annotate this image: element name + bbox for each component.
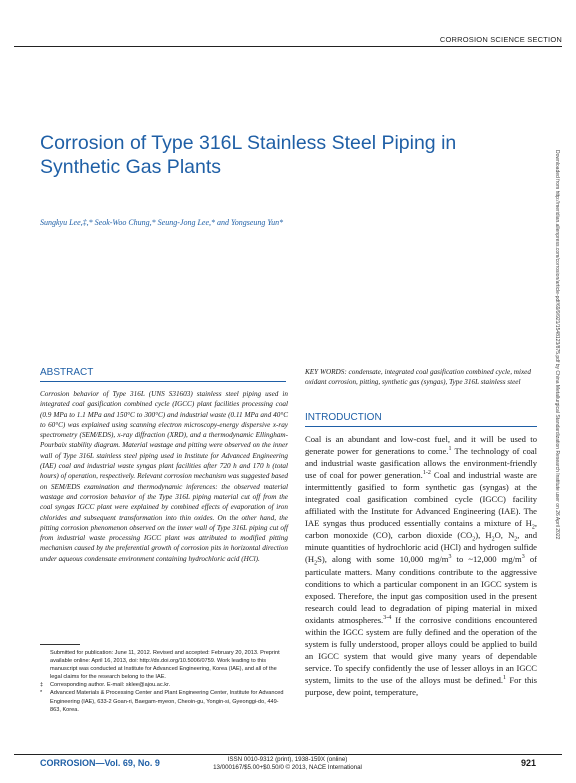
footnote-affiliation: * Advanced Materials & Processing Center and Plant Engineering Center, Institute for Advanced Engineering (IAE), 633-2 Goan-ri, Baegam-myeon, Cheoin-gu, Yongin-si, Gyeonggi-do, 449-863, Korea. [40, 690, 284, 713]
introduction-rule [305, 426, 537, 427]
top-rule [14, 46, 562, 47]
introduction-text: Coal is an abundant and low-cost fuel, and it will be used to generate power for generations to come.$^1$ The technology of coal and industrial waste gasification allows the environment-friendly use of coal for power generation.$^{1-2}$ Coal and industrial waste are intermittently gasified to form synthetic gas (syngas) at the integrated coal gasification combined cycle (IGCC) facility affiliated with the Institute for Advanced Engineering (IAE). The IAE syngas thus produced essentially contains a mixture of $H_2$, carbon monoxide (CO), carbon dioxide $(CO_2)$, $H_2O$, $N_2$, and minute quantities of hydrochloric acid (HCl) and hydrogen sulfide $(H_2S)$, along with some 10,000 $mg/m^3$ to ~12,000 $mg/m^3$ of particulate matters. Many conditions contribute to the aggressive conditions to which a particular component in an IGCC system is exposed. Therefore, the input gas composition used in the present research could lead to degradation of piping material in mixed oxidants atmospheres.$^{3-4}$ If the corrosive conditions encountered within the IGCC system are fully defined and the operation of the system is fully understood, proper alloys could be applied to build an IGCC system that would give many years of dependable service. To specify confidently the use of lesser alloys in an IGCC system, limits to the use of the alloys must be defined.$^1$ For this purpose, dew point, temperature, [305, 434, 538, 697]
introduction-heading: INTRODUCTION [305, 412, 382, 423]
abstract-text: Corrosion behavior of Type 316L (UNS S31603) stainless steel piping used in integrated coal gasification combined cycle (IGCC) plant facilities processing coal (0.9 MPa to 1.1 MPa and 150°C to 300°C) and industrial waste (0.11 MPa and 40°C to 60°C) was explained using scanning electron microscopy-energy dispersive x-ray spectrometry (SEM/EDS), x-ray diffraction (XRD), and a thermodynamic Ellingham-Pourbaix stability diagram. Material wastage and pitting were observed on the inner wall of Type 316L stainless steel piping used in Institute for Advanced Engineering (IAE) coal and industrial waste syngas plant facilities after 720 h and 170 h (total hours) of operation, respectively. Relevant corrosion mechanism was suggested based on SEM/EDS examination and thermodynamic inferences: the observed material wastage and corrosion behavior of the Type 316L piping material cut off from the coal syngas IGCC plant were explained by combined effects of evaporation of iron chlorides and subsequent transformation into thin oxides. On the other hand, the pitting corrosion phenomenon observed on the inner wall of Type 316L piping cut off from industrial waste processing IGCC plant was attributed to modified pitting mechanism caused by the preferential growth of corrosion pits in horizontal direction under aqueous condensate environment containing hydrochloric acid (HCl). [40, 390, 288, 563]
download-note: Downloaded from http://meridian.allenpress.com/corrosion/article-pdf/69/9/921/1548123/875.pdf by China Metallurgical Standardization Research Institute user on 26 April 2022 [554, 150, 560, 540]
author-list: Sungkyu Lee,‡,* Seok-Woo Chung,* Seung-Jong Lee,* and Yongseung Yun* [40, 218, 284, 227]
page-number: 921 [520, 758, 536, 768]
footnotes [40, 649, 288, 714]
issn-block: ISSN 0010-9312 (print), 1938-159X (online) 13/000167/$5.00+$0.50/0 © 2013, NACE International [213, 756, 362, 772]
section-header: CORROSION SCIENCE SECTION [439, 35, 562, 44]
article-title: Corrosion of Type 316L Stainless Steel Piping in Synthetic Gas Plants [40, 132, 457, 178]
keywords-label: KEY WORDS: [305, 368, 347, 376]
footnote-submitted: Submitted for publication: June 11, 2012. Revised and accepted: February 20, 2013. Preprint available online: April 16, 2013, doi: http://dx.doi.org/10.5006/0759. Work leading to this manuscript was conducted at Institute for Advanced Engineering, Korea (IAE), and all of the legal claims for the research belong to the IAE. [50, 650, 280, 681]
keywords [305, 367, 537, 388]
download-sidebar [554, 150, 570, 710]
footnote-corresponding: ‡ Corresponding author. E-mail: sklee@ajou.ac.kr. [40, 682, 171, 689]
journal-citation: CORROSION—Vol. 69, No. 9 [40, 758, 160, 768]
abstract-rule [40, 381, 286, 382]
footnote-rule [40, 644, 80, 645]
abstract-heading: ABSTRACT [40, 367, 94, 378]
keywords-text: condensate, integrated coal gasification combined cycle, mixed oxidant corrosion, pitting, synthetic gas (syngas), Type 316L stainless steel [305, 368, 531, 387]
bottom-rule [14, 754, 562, 755]
